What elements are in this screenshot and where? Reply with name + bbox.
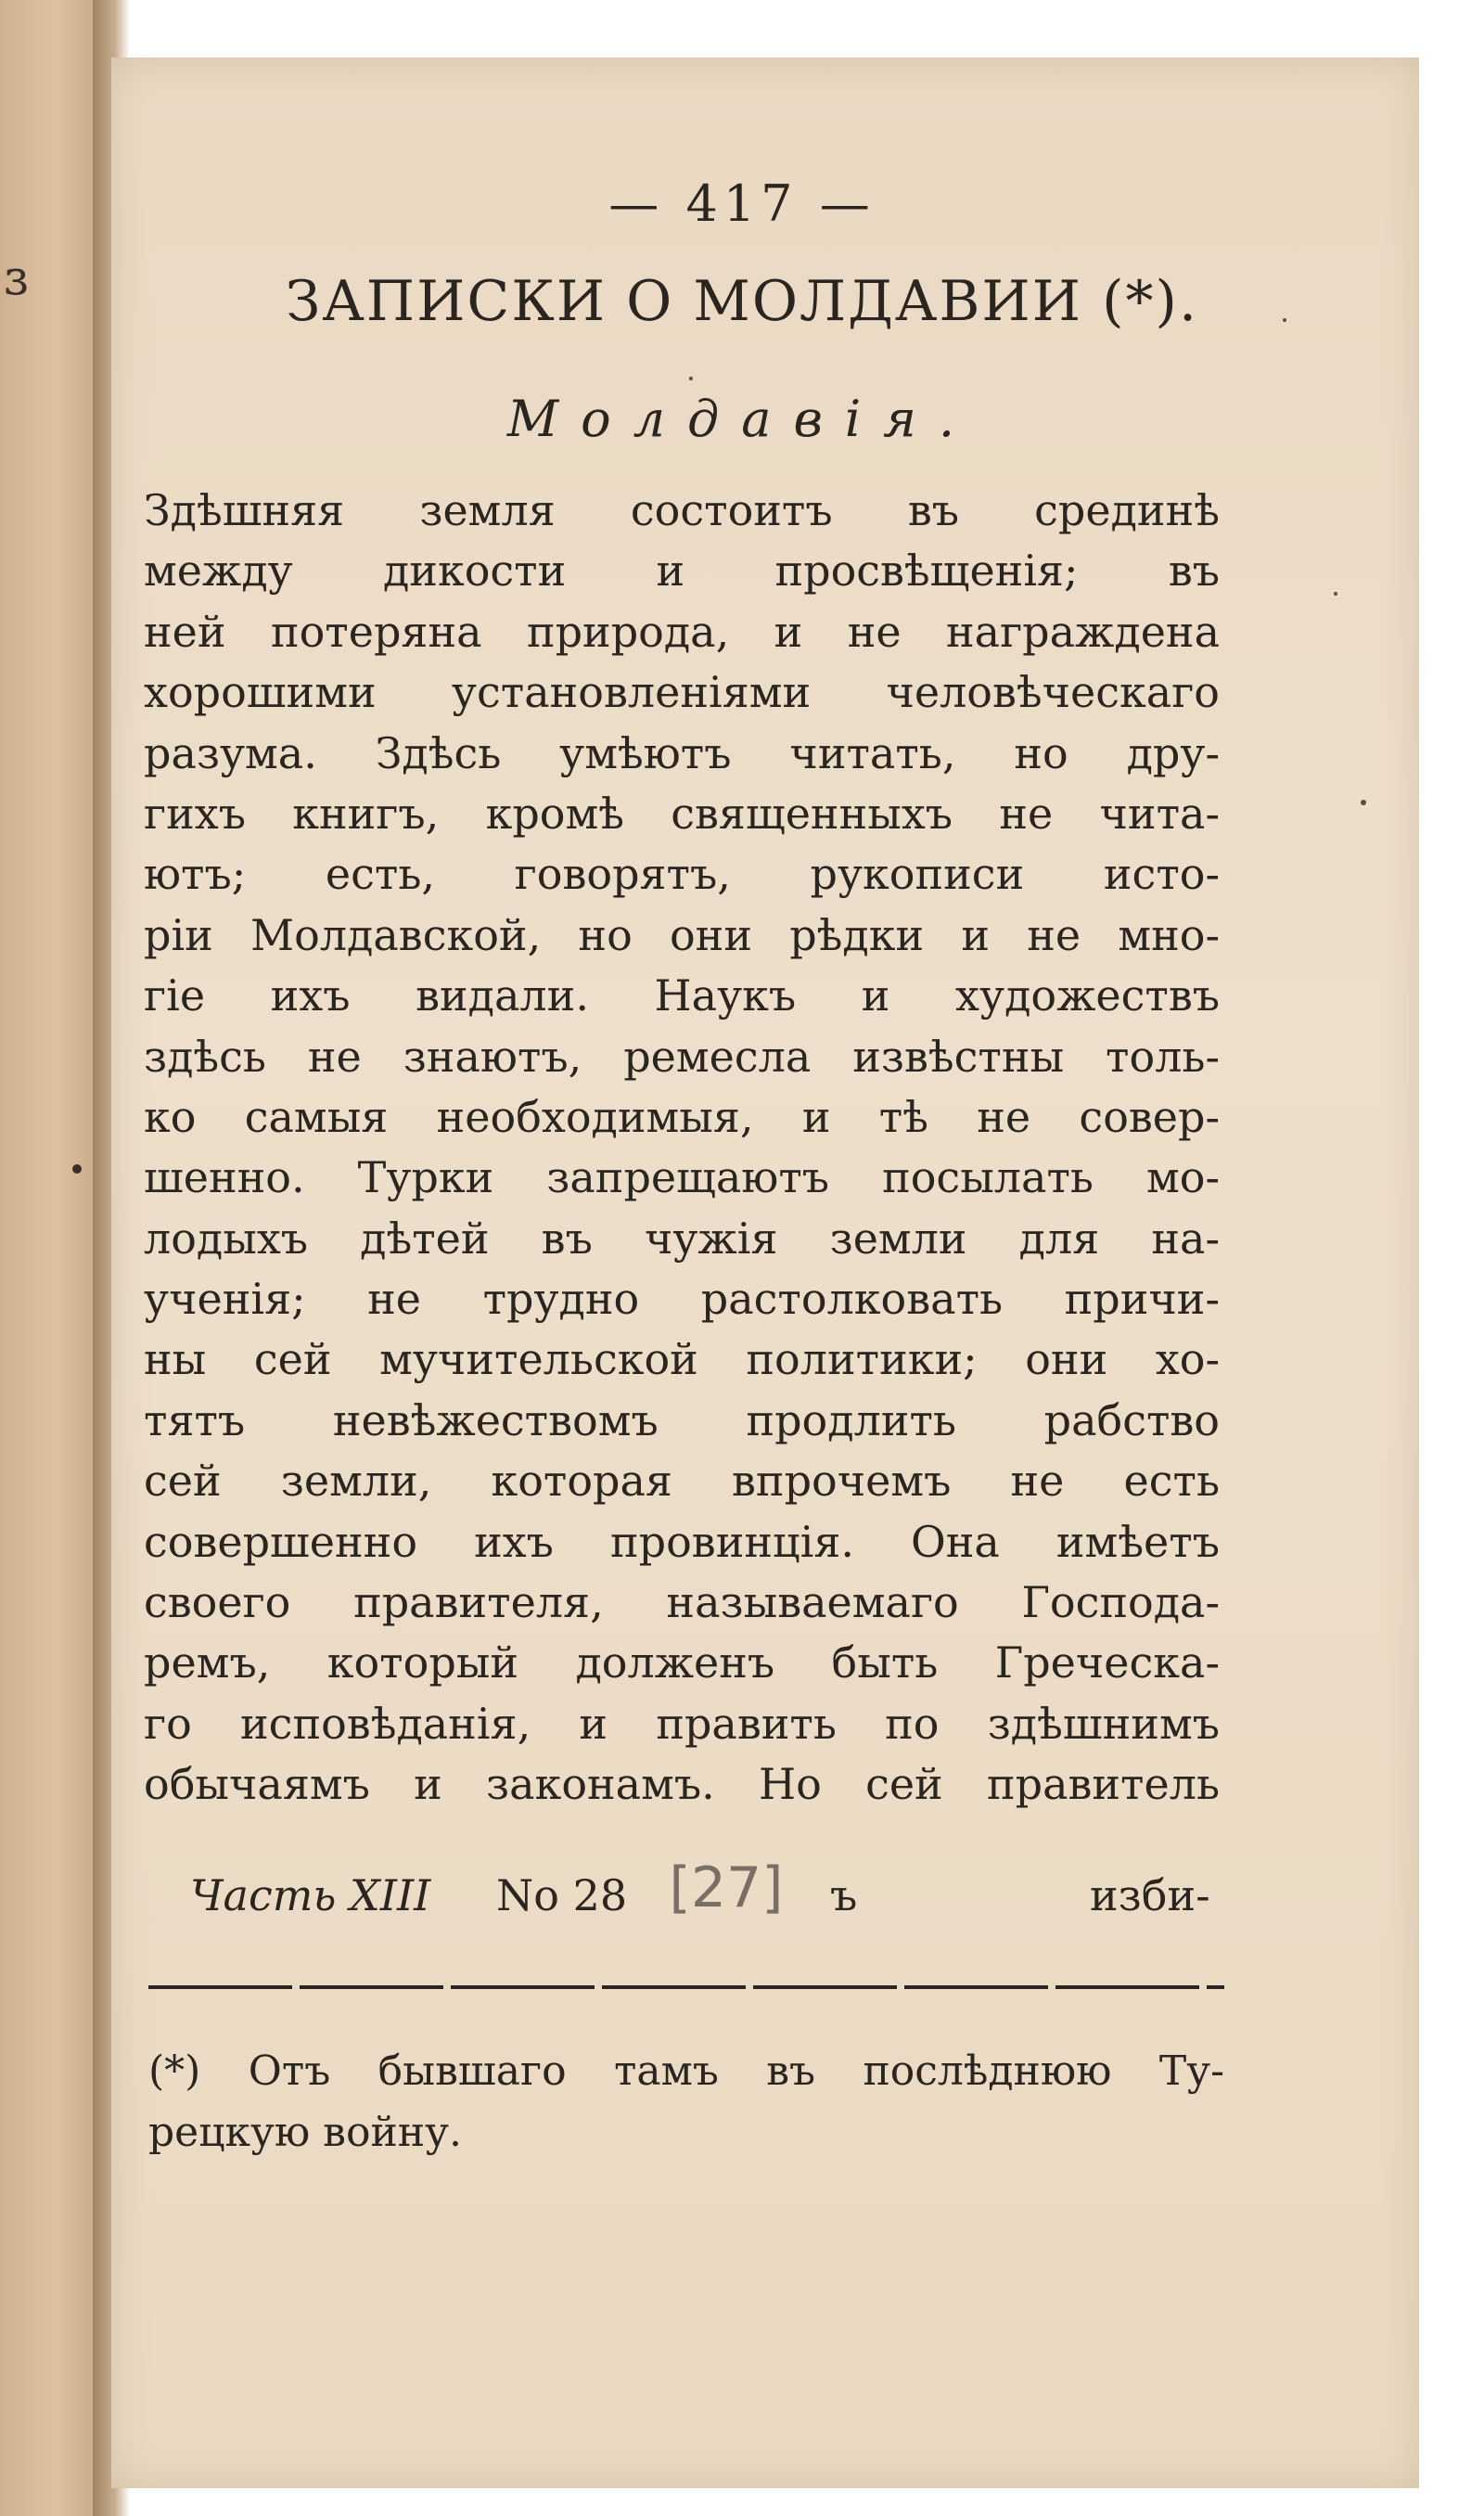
- body-line: ко самыя необходимыя, и тѣ не совер-: [144, 1091, 1220, 1142]
- body-line: хорошими установленіями человѣческаго: [144, 667, 1220, 718]
- body-line: Здѣшняя земля состоитъ въ срединѣ: [144, 485, 1220, 535]
- body-text: [144, 481, 1220, 1816]
- body-line: ны сей мучительской политики; они хо-: [144, 1334, 1220, 1385]
- previous-page-edge: [0, 0, 100, 2516]
- catchword: изби-: [1090, 1870, 1210, 1920]
- signature-number-label: No 28: [496, 1870, 628, 1920]
- article-title: ЗАПИСКИ О МОЛДАВИИ (*).: [285, 269, 1199, 334]
- body-line: своего правителя, называемаго Господа-: [144, 1577, 1220, 1628]
- body-line: гіе ихъ видали. Наукъ и художествъ: [144, 970, 1220, 1021]
- body-line: сей земли, которая впрочемъ не есть: [144, 1456, 1220, 1507]
- signature-part-label: Часть XIII: [190, 1870, 431, 1920]
- body-line: разума. Здѣсь умѣютъ читать, но дру-: [144, 727, 1220, 778]
- body-line: ютъ; есть, говорятъ, рукописи исто-: [144, 849, 1220, 900]
- body-line: шенно. Турки запрещаютъ посылать мо-: [144, 1152, 1220, 1203]
- footnote-line: рецкую войну.: [148, 2109, 462, 2156]
- page-number: — 417 —: [608, 174, 876, 233]
- body-line: тятъ невѣжествомъ продлить рабство: [144, 1394, 1220, 1445]
- footnote: [148, 2041, 1224, 2163]
- body-line: ней потеряна природа, и не награждена: [144, 606, 1220, 657]
- body-line: лодыхъ дѣтей въ чужія земли для на-: [144, 1213, 1220, 1264]
- body-line: ріи Молдавской, но они рѣдки и не мно-: [144, 909, 1220, 960]
- pencil-stamp-number: [27]: [669, 1855, 784, 1920]
- body-line: обычаямъ и законамъ. Но сей правитель: [144, 1759, 1220, 1810]
- body-line: гихъ книгъ, кромѣ священныхъ не чита-: [144, 788, 1220, 839]
- previous-page-ink-dot: [72, 1164, 82, 1174]
- body-line: ремъ, который долженъ быть Греческа-: [144, 1637, 1220, 1688]
- catchword-fragment: ъ: [830, 1870, 858, 1920]
- previous-page-letter-fragment: ɜ: [4, 250, 29, 306]
- body-line: го исповѣданія, и править по здѣшнимъ: [144, 1698, 1220, 1749]
- body-line: ученія; не трудно растолковать причи-: [144, 1274, 1220, 1325]
- body-line: здѣсь не знаютъ, ремесла извѣстны толь-: [144, 1031, 1220, 1082]
- body-line: между дикости и просвѣщенія; въ: [144, 546, 1220, 597]
- body-line: совершенно ихъ провинція. Она имѣетъ: [144, 1516, 1220, 1567]
- scanner-bed: [1419, 0, 1484, 2516]
- section-heading: Молдавія.: [506, 390, 978, 448]
- footnote-line: (*) Отъ бывшаго тамъ въ послѣднюю Ту-: [148, 2047, 1224, 2095]
- footnote-divider-rule: [148, 1985, 1224, 1989]
